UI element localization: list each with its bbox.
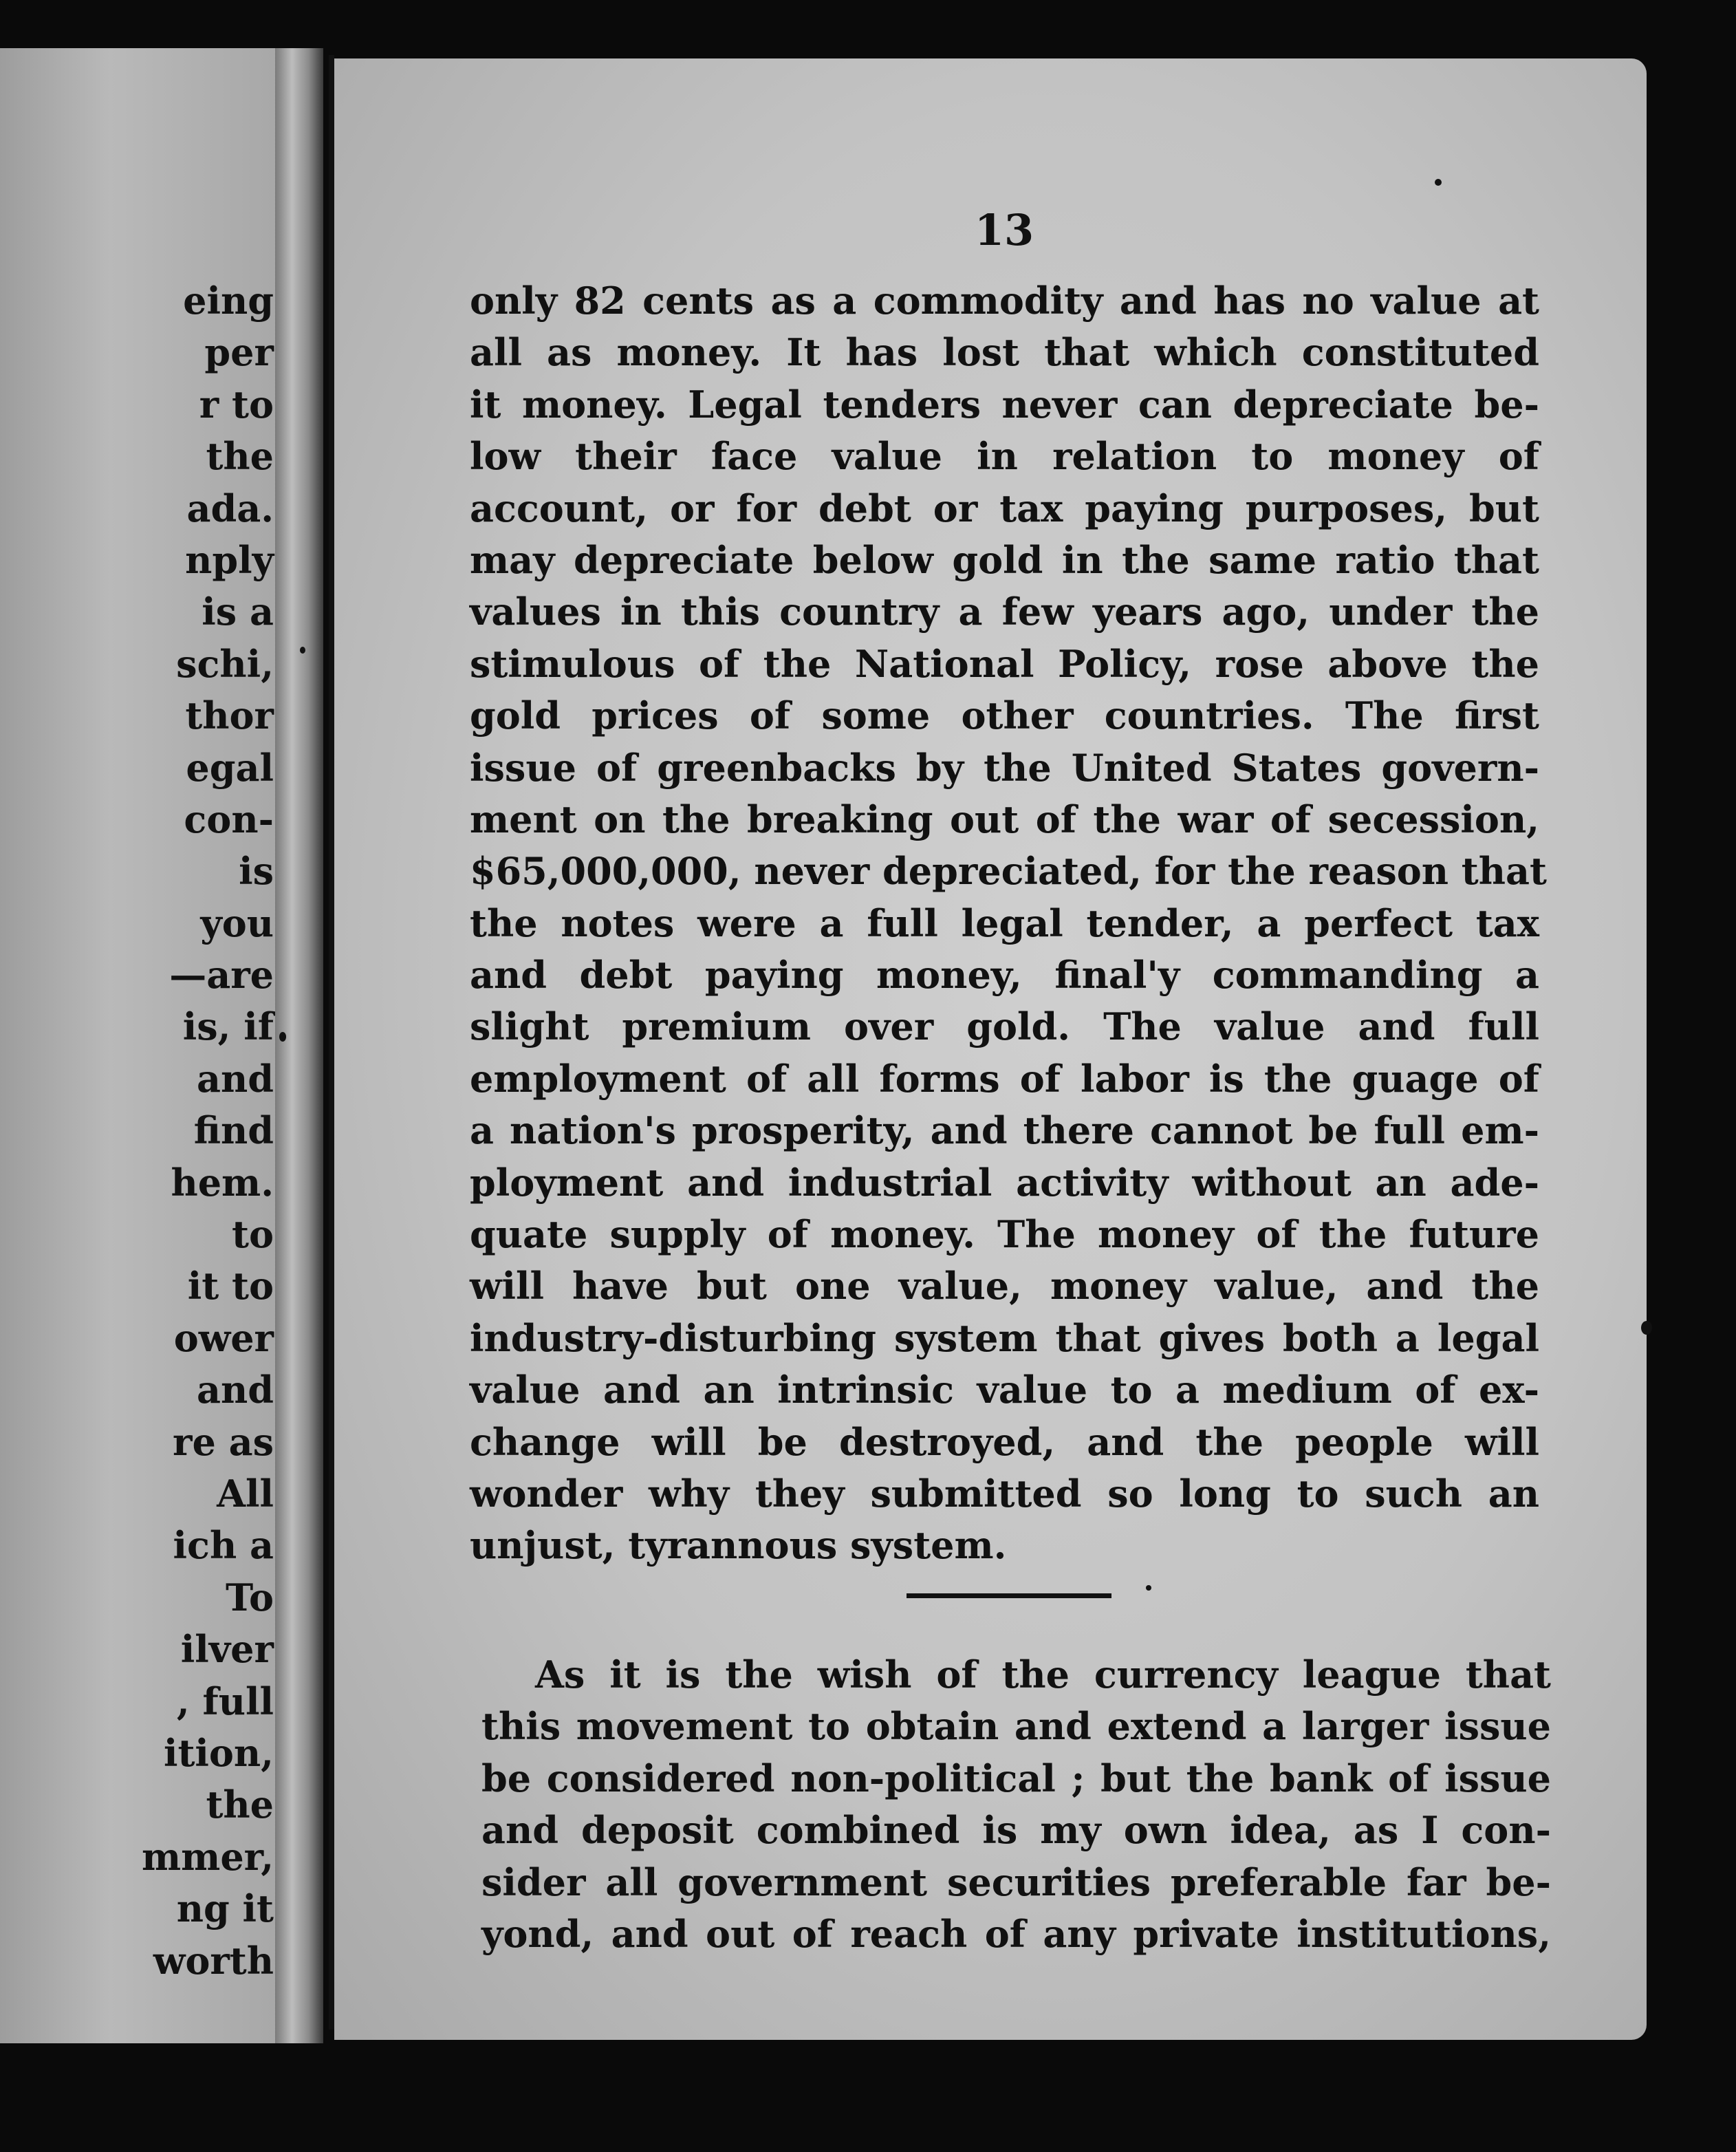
scan-speck <box>1146 1585 1151 1591</box>
previous-page-line-fragment: con- <box>184 797 274 841</box>
text-line: account, or for debt or tax paying purposes, but <box>470 486 1539 530</box>
text-line: the notes were a full legal tender, a perfect tax <box>470 901 1539 945</box>
text-line: value and an intrinsic value to a medium of ex- <box>470 1368 1539 1412</box>
text-line: low their face value in relation to money of <box>470 434 1539 479</box>
previous-page-line-fragment: ada. <box>186 486 274 530</box>
text-line: ment on the breaking out of the war of secession, <box>470 797 1539 841</box>
text-line: slight premium over gold. The value and full <box>470 1004 1539 1049</box>
section-divider-rule <box>907 1593 1111 1598</box>
scan-speck <box>279 1032 286 1042</box>
text-line: yond, and out of reach of any private institutions, <box>481 1911 1551 1956</box>
previous-page-line-fragment: and <box>196 1056 274 1101</box>
text-line: issue of greenbacks by the United States govern- <box>470 745 1539 790</box>
text-line: quate supply of money. The money of the future <box>470 1212 1539 1257</box>
text-line: wonder why they submitted so long to such an <box>470 1471 1539 1516</box>
text-line: sider all government securities preferable far be- <box>481 1860 1551 1904</box>
text-line: stimulous of the National Policy, rose above the <box>470 641 1539 686</box>
previous-page-line-fragment: , full <box>176 1679 274 1723</box>
previous-page-line-fragment: the <box>206 434 274 479</box>
previous-page-line-fragment: schi, <box>176 641 274 686</box>
text-line: and deposit combined is my own idea, as I con- <box>481 1808 1551 1853</box>
text-line: ployment and industrial activity without an ade- <box>470 1160 1539 1205</box>
text-line: employment of all forms of labor is the guage of <box>470 1056 1539 1101</box>
previous-page-line-fragment: you <box>200 901 274 945</box>
gutter-shadow-line <box>329 55 334 2030</box>
text-line: it money. Legal tenders never can depreciate be- <box>470 382 1539 427</box>
scan-speck <box>300 647 305 654</box>
text-line: $65,000,000, never depreciated, for the reason that <box>470 849 1547 894</box>
previous-page-line-fragment: nply <box>185 537 274 582</box>
previous-page-line-fragment: mmer, <box>142 1834 274 1879</box>
previous-page-line-fragment: All <box>217 1471 274 1516</box>
previous-page-line-fragment: is, if <box>182 1004 274 1049</box>
text-line: will have but one value, money value, and the <box>470 1264 1539 1309</box>
text-line: unjust, tyrannous system. <box>470 1523 1007 1568</box>
text-line: and debt paying money, final'y commanding a <box>470 953 1539 998</box>
previous-page-line-fragment: —are <box>169 953 274 998</box>
book-gutter <box>275 48 323 2043</box>
previous-page-line-fragment: and <box>196 1368 274 1412</box>
previous-page-line-fragment: ich a <box>173 1523 274 1568</box>
page-number: 13 <box>974 205 1034 255</box>
previous-page-line-fragment: per <box>204 330 274 375</box>
previous-page-line-fragment: is a <box>202 590 274 634</box>
previous-page-line-fragment: worth <box>153 1938 274 1983</box>
text-line: all as money. It has lost that which constituted <box>470 330 1539 375</box>
previous-page-line-fragment: ition, <box>163 1730 274 1775</box>
text-line: industry-disturbing system that gives both a legal <box>470 1315 1539 1360</box>
paragraph-1 <box>470 275 1547 1572</box>
text-line: As it is the wish of the currency league that <box>535 1653 1551 1697</box>
paragraph-2 <box>481 1649 1551 1960</box>
previous-page-line-fragment: ng it <box>176 1886 274 1931</box>
text-line: values in this country a few years ago, under the <box>470 590 1539 634</box>
previous-page-line-fragment: eing <box>183 279 274 323</box>
previous-page-line-fragment: find <box>193 1108 274 1153</box>
previous-page-line-fragment: re as <box>173 1419 274 1464</box>
previous-page-line-fragment: To <box>225 1575 274 1620</box>
text-line: may depreciate below gold in the same ratio that <box>470 537 1539 582</box>
previous-page-line-fragment: to <box>232 1212 274 1257</box>
text-line: this movement to obtain and extend a larger issue <box>481 1704 1551 1749</box>
text-line: change will be destroyed, and the people will <box>470 1419 1539 1464</box>
text-line: be considered non-political ; but the bank of issue <box>481 1756 1551 1800</box>
text-line: gold prices of some other countries. The first <box>470 693 1539 738</box>
previous-page-line-fragment: ilver <box>180 1627 274 1672</box>
previous-page-line-fragment: the <box>206 1783 274 1827</box>
previous-page-line-fragment: is <box>239 849 274 894</box>
text-line: a nation's prosperity, and there cannot be full em- <box>470 1108 1539 1153</box>
scan-speck <box>1435 179 1442 186</box>
previous-page-text <box>0 275 274 1987</box>
previous-page-line-fragment: hem. <box>171 1160 274 1205</box>
text-line: only 82 cents as a commodity and has no value at <box>470 279 1539 323</box>
previous-page-line-fragment: it to <box>187 1264 274 1309</box>
scan-speck <box>1641 1321 1652 1335</box>
previous-page-line-fragment: egal <box>186 745 274 790</box>
previous-page-line-fragment: ower <box>173 1315 274 1360</box>
previous-page-line-fragment: thor <box>185 693 274 738</box>
previous-page-line-fragment: r to <box>199 382 274 427</box>
